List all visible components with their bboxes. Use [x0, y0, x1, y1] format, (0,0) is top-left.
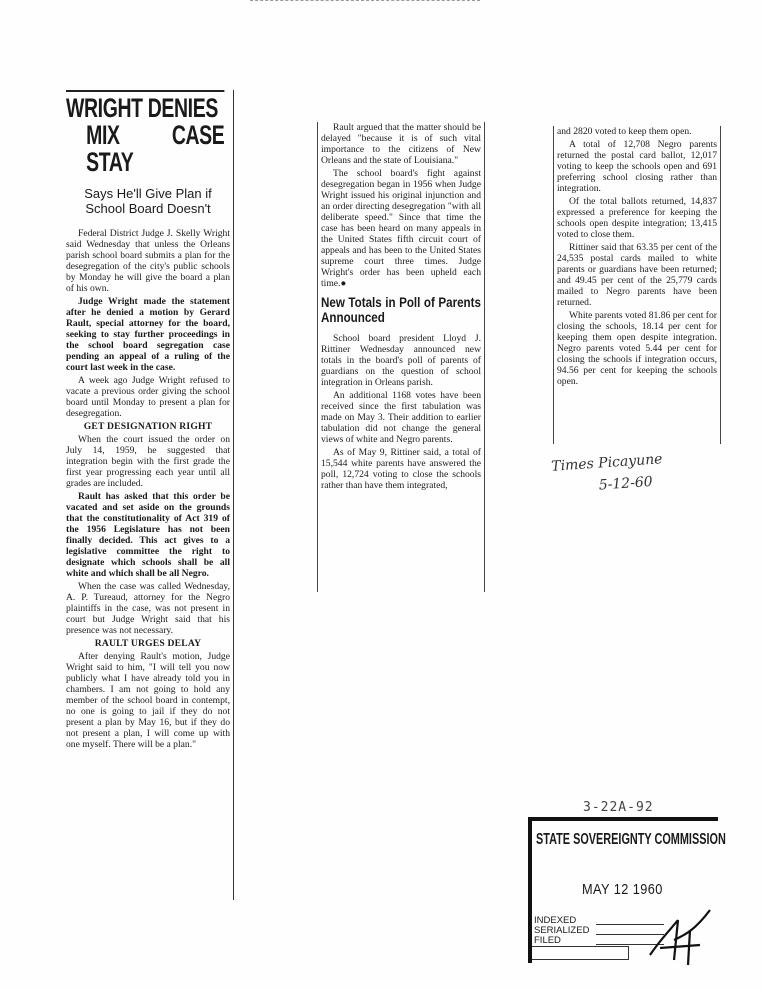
article-deck: Says He'll Give Plan if School Board Doesn't [84, 186, 212, 216]
article-paragraph: As of May 9, Rittiner said, a total of 15,544 white parents have answered the poll, 12,724 voting to close the schools rather than have them integrated, [321, 447, 481, 491]
article-paragraph: Judge Wright made the statement after he denied a motion by Gerard Rault, special attorney for the board, seeking to stay further proceedings in the school board segregation case pending an appeal of a ruling of the court last week in the case. [66, 296, 230, 373]
scan-top-edge [250, 0, 480, 1]
article-column-1 [66, 90, 234, 900]
article-paragraph: A week ago Judge Wright refused to vacate a previous order giving the school board until Monday to present a plan for desegregation. [66, 375, 230, 419]
article-paragraph: When the case was called Wednesday, A. P. Tureaud, attorney for the Negro plaintiffs in the case, was not present in court but Judge Wright said that his presence was not necessary. [66, 581, 230, 636]
handwritten-date: 5-12-60 [598, 473, 654, 494]
headline-line-1: WRIGHT DENIES [66, 93, 218, 123]
article-paragraph: An additional 1168 votes have been received since the first tabulation was made on May 3. Their addition to earlier tabulation did not change the general views of white and Negro parents. [321, 390, 481, 445]
paragraph-group-b [66, 434, 230, 636]
article-column-3 [553, 126, 721, 444]
article-paragraph: A total of 12,708 Negro parents returned the postal card ballot, 12,017 voting to keep the schools open and 691 preferring school closing rather than integration. [557, 139, 717, 194]
subhead-designation: GET DESIGNATION RIGHT [83, 421, 213, 432]
article-paragraph: White parents voted 81.86 per cent for closing the schools, 18.14 per cent for keeping them open despite integration. Negro parents voted 5.44 per cent for closing the schools if integration occurs, 94.56 per cent for keeping the schools open. [557, 310, 717, 387]
article-paragraph: Of the total ballots returned, 14,837 expressed a preference for keeping the schools open despite integration; 13,415 voted to close them. [557, 196, 717, 240]
article-paragraph: The school board's fight against desegregation began in 1956 when Judge Wright issued his original injunction and an order directing desegregation "with all deliberate speed." Since that time the case has been heard on many appeals in the United States fifth circuit court of appeals and has been to the United States supreme court three times. Judge Wright's order has been upheld each time.● [321, 168, 481, 289]
stamp-date: MAY 12 1960 [582, 881, 663, 898]
paragraph-group-a [66, 228, 230, 419]
article-paragraph: Rault argued that the matter should be delayed "because it is of such vital importance to the citizens of New Orleans and the state of Louisiana." [321, 122, 481, 166]
headline-line-2: MIX CASE STAY [86, 120, 225, 177]
subhead-rault-urges-delay: RAULT URGES DELAY [94, 638, 202, 649]
article-end-mark: ● [340, 278, 347, 289]
article-paragraph: and 2820 voted to keep them open. [557, 126, 692, 137]
stamp-label-filed: FILED [534, 936, 664, 946]
article-paragraph: When the court issued the order on July 14, 1959, he suggested that integration begin with the first grade the first year progressing each year until all grades are included. [66, 434, 230, 489]
stamp-box [532, 946, 629, 960]
paragraph-group-c [66, 651, 230, 750]
article-paragraph: Rault has asked that this order be vacated and set aside on the grounds that the constitutionality of Act 319 of the 1956 Legislature has not been finally decided. This act gives to a legislative committee the right to designate which schools shall be all white and which shall be all Negro. [66, 491, 230, 579]
handwritten-annotation [551, 448, 665, 500]
article-paragraph: School board president Lloyd J. Rittiner Wednesday announced new totals in the board's poll of parents of guardians on the question of school integration in Orleans parish. [321, 333, 481, 388]
signature-mark [640, 900, 720, 970]
stamp-label-serialized: SERIALIZED [534, 926, 664, 936]
handwritten-source: Times Picayune [550, 451, 663, 475]
paragraph-group-d [321, 122, 481, 289]
stamp-label-indexed: INDEXED [534, 916, 664, 926]
article-column-2 [317, 122, 485, 592]
article-paragraph: After denying Rault's motion, Judge Wright said to him, "I will tell you now publicly what I have already told you in chambers. I am not going to hold any member of the school board in contempt, no one is going to jail if they do not present a plan by May 16, but if they do not present a plan, I will come up with one myself. There will be a plan." [66, 651, 230, 750]
stamp-title: STATE SOVEREIGNTY COMMISSION [536, 831, 726, 848]
article-paragraph: Rittiner said that 63.35 per cent of the 24,535 postal cards mailed to white parents or guardians have been returned; and 49.45 per cent of the 25,779 cards mailed to Negro parents have been returned. [557, 242, 717, 308]
document-number: 3-22A-92 [583, 800, 654, 815]
article-headline [66, 90, 224, 176]
paragraph-group-f [557, 126, 717, 387]
article-paragraph: Federal District Judge J. Skelly Wright said Wednesday that unless the Orleans parish school board submits a plan for the desegregation of the city's public schools by Monday he will give the board a plan of his own. [66, 228, 230, 294]
paragraph-group-e [321, 333, 481, 491]
poll-headline: New Totals in Poll of Parents Announced [321, 295, 481, 325]
